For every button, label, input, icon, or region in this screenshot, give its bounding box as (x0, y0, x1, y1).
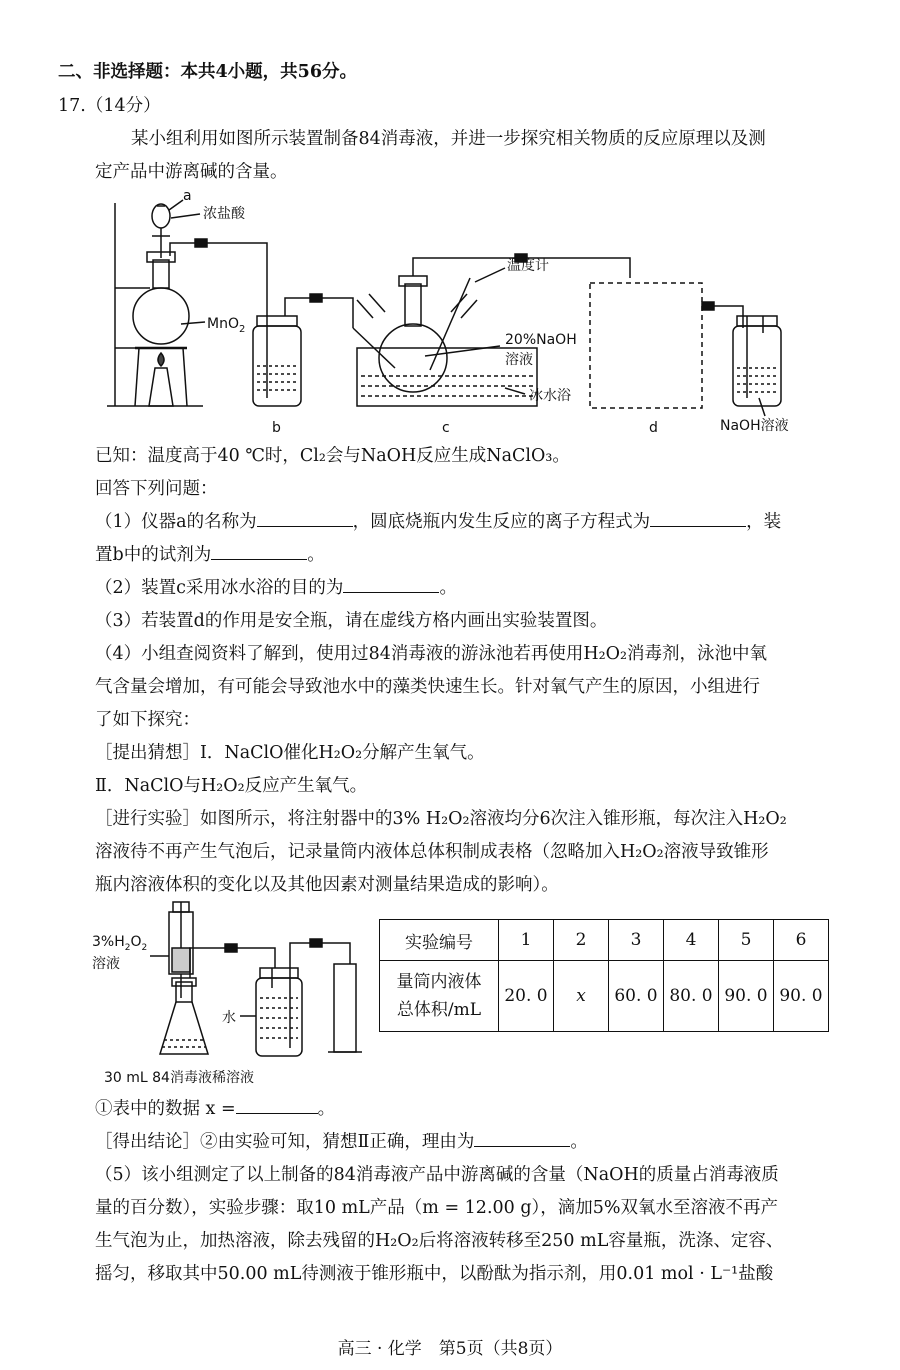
table-header-row (380, 920, 829, 961)
question-number: 17.（14分） (58, 96, 161, 116)
q1-text-b: ，圆底烧瓶内发生反应的离子方程式为 (352, 512, 651, 532)
q1-blank-instrument[interactable] (257, 508, 353, 527)
table-cell-value: x (554, 961, 609, 1032)
label-d: d (649, 420, 658, 436)
table-cell-value: 20. 0 (499, 961, 554, 1032)
label-thermometer: 温度计 (507, 258, 549, 274)
intro-line-2: 定产品中游离碱的含量。 (95, 162, 288, 182)
conclusion-text-a: ［得出结论］②由实验可知，猜想Ⅱ正确，理由为 (95, 1132, 475, 1152)
table-header-label: 实验编号 (380, 920, 499, 961)
question-5-line-4: 摇匀，移取其中50.00 mL待测液于锥形瓶中，以酚酞为指示剂，用0.01 mol · L⁻¹盐酸 (95, 1264, 774, 1284)
label-mno2: MnO$_2$ (207, 316, 246, 335)
q1-text-e: 。 (307, 545, 325, 565)
question-4-line-2: 气含量会增加，有可能会导致池水中的藻类快速生长。针对氧气产生的原因，小组进行 (95, 677, 760, 697)
q1-blank-equation[interactable] (650, 508, 746, 527)
experiment-data-table (379, 919, 829, 1032)
table-cell-value: 90. 0 (719, 961, 774, 1032)
label-naoh-20: 20%NaOH (505, 332, 577, 348)
page-footer: 高三 · 化学 第5页（共8页） (337, 1339, 563, 1359)
table-row-label (380, 961, 499, 1032)
q4-x-blank[interactable] (236, 1095, 318, 1114)
q4-x-text-b: 。 (317, 1099, 336, 1119)
experiment-line-2: 溶液待不再产生气泡后，记录量筒内液体总体积制成表格（忽略加入H₂O₂溶液导致锥形 (95, 842, 769, 862)
question-4-line-1: （4）小组查阅资料了解到，使用过84消毒液的游泳池若再使用H₂O₂消毒剂，泳池中氧 (95, 644, 768, 664)
q2-text-a: （2）装置c采用冰水浴的目的为 (95, 578, 344, 598)
question-1-line-2 (95, 540, 848, 570)
label-flask-caption: 30 mL 84消毒液稀溶液 (104, 1070, 254, 1086)
known-condition: 已知：温度高于40 ℃时，Cl₂会与NaOH反应生成NaClO₃。 (95, 446, 570, 466)
conclusion-blank[interactable] (474, 1128, 570, 1147)
q2-blank[interactable] (343, 574, 439, 593)
oxygen-experiment-diagram (90, 898, 375, 1090)
label-c: c (442, 420, 450, 436)
q1-text-a: （1）仪器a的名称为 (95, 512, 257, 532)
table-cell-number: 3 (609, 920, 664, 961)
question-4-x (95, 1094, 848, 1124)
label-water: 水 (222, 1010, 236, 1026)
question-3: （3）若装置d的作用是安全瓶，请在虚线方格内画出实验装置图。 (95, 611, 608, 631)
label-h2o2: $3\%H_2O_2$ (92, 934, 148, 953)
label-naoh-solution: 溶液 (505, 352, 533, 368)
table-cell-number: 1 (499, 920, 554, 961)
table-cell-number: 6 (774, 920, 829, 961)
table-cell-number: 5 (719, 920, 774, 961)
experiment-line-3: 瓶内溶液体积的变化以及其他因素对测量结果造成的影响）。 (95, 875, 559, 895)
experiment-line-1: ［进行实验］如图所示，将注射器中的3% H₂O₂溶液均分6次注入锥形瓶，每次注入H₂O₂ (95, 809, 787, 829)
preparation-apparatus-diagram (95, 188, 815, 438)
label-b: b (272, 420, 281, 436)
q1-blank-reagent[interactable] (211, 541, 307, 560)
label-conc-hcl: 浓盐酸 (203, 206, 245, 222)
table-cell-value: 80. 0 (664, 961, 719, 1032)
hypothesis-1: ［提出猜想］Ⅰ．NaClO催化H₂O₂分解产生氧气。 (95, 743, 485, 763)
label-ice-bath: 冰水浴 (529, 388, 571, 404)
intro-line-1: 某小组利用如图所示装置制备84消毒液，并进一步探究相关物质的反应原理以及测 (131, 129, 766, 149)
question-1-line-1 (95, 507, 848, 537)
table-cell-number: 4 (664, 920, 719, 961)
q2-text-b: 。 (439, 578, 457, 598)
conclusion (95, 1127, 848, 1157)
q1-text-d: 置b中的试剂为 (95, 545, 212, 565)
table-cell-number: 2 (554, 920, 609, 961)
table-row-label-line-1: 量筒内液体 (396, 972, 482, 992)
label-a: a (183, 188, 192, 204)
label-h2o2-solution: 溶液 (92, 956, 120, 972)
hypothesis-2: Ⅱ．NaClO与H₂O₂反应产生氧气。 (95, 776, 368, 796)
label-naoh-bottle: NaOH溶液 (720, 418, 789, 434)
question-5-line-1: （5）该小组测定了以上制备的84消毒液产品中游离碱的含量（NaOH的质量占消毒液质 (95, 1165, 779, 1185)
q1-text-c: ，装 (746, 512, 782, 532)
table-cell-value: 90. 0 (774, 961, 829, 1032)
answer-prompt: 回答下列问题： (95, 479, 218, 499)
question-5-line-2: 量的百分数），实验步骤：取10 mL产品（m = 12.00 g），滴加5%双氧水至溶液不再产 (95, 1198, 779, 1218)
section-title: 二、非选择题：本共4小题，共56分。 (58, 62, 358, 82)
question-5-line-3: 生气泡为止，加热溶液，除去残留的H₂O₂后将溶液转移至250 mL容量瓶，洗涤、定容、 (95, 1231, 784, 1251)
conclusion-text-b: 。 (570, 1132, 588, 1152)
table-value-row (380, 961, 829, 1032)
question-2 (95, 573, 848, 603)
question-4-line-3: 了如下探究： (95, 710, 200, 730)
table-row-label-line-2: 总体积/mL (396, 1000, 482, 1020)
table-cell-value: 60. 0 (609, 961, 664, 1032)
q4-x-text-a: ①表中的数据 x = (95, 1099, 236, 1119)
